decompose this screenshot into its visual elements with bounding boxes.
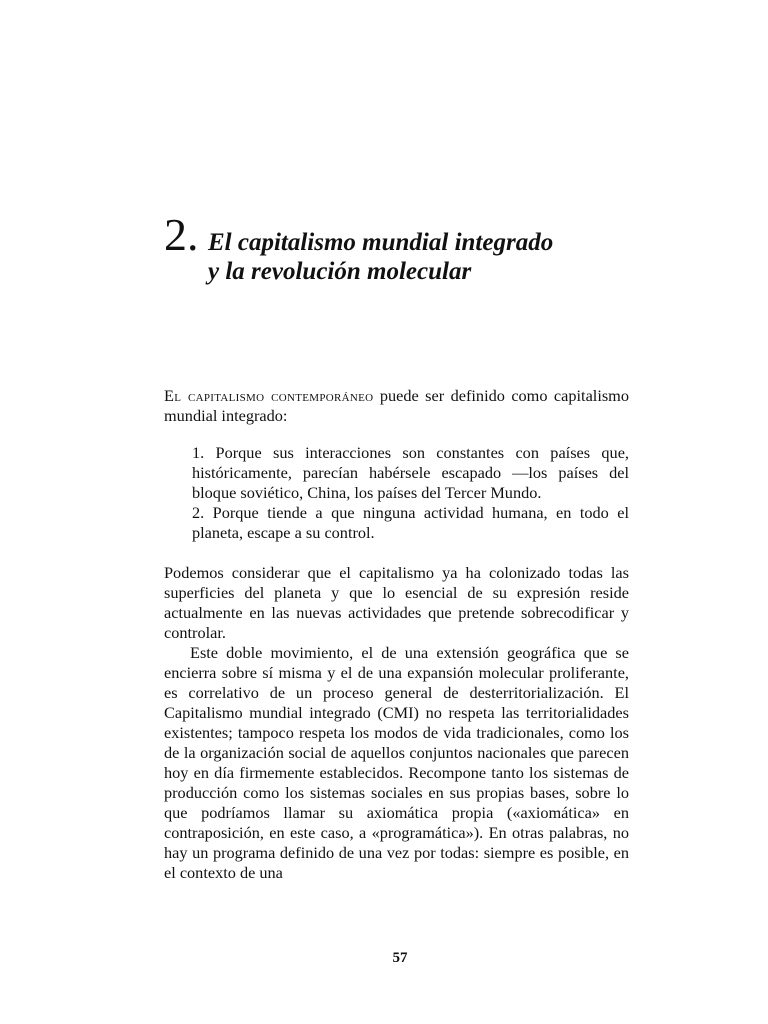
intro-lead: El capitalismo contemporáneo xyxy=(164,386,374,405)
paragraph: Podemos considerar que el capitalismo ya ha colonizado todas las superficies del planeta y que lo esencial de su expresión reside actualmente en las nuevas actividades que pretende sobrecodificar y controlar. xyxy=(164,563,629,642)
page-number: 57 xyxy=(392,950,408,966)
body-text xyxy=(164,386,629,883)
chapter-title-line-2: y la revolución molecular xyxy=(208,258,472,285)
chapter-title-line-1: El capitalismo mundial integrado xyxy=(208,229,554,256)
paragraph: Este doble movimiento, el de una extensión geográfica que se encierra sobre sí misma y el de una expansión molecular proliferante, es correlativo de un proceso general de desterritorialización. El Capitalismo mundial integrado (CMI) no respeta las territorialidades existentes; tampoco respeta los modos de vida tradicionales, como los de la organización social de aquellos conjuntos nacionales que parecen hoy en día firmemente establecidos. Recompone tanto los sistemas de producción como los sistemas sociales en sus propias bases, sobre lo que podríamos llamar su axiomática propia («axiomática» en contraposición, en este caso, a «programática»). En otras palabras, no hay un programa definido de una vez por todas: siempre es posible, en el contexto de una xyxy=(164,643,629,882)
intro-paragraph xyxy=(164,386,629,426)
chapter-title xyxy=(208,228,638,286)
list-item: 2. Porque tiende a que ninguna actividad humana, en todo el planeta, escape a su control. xyxy=(192,503,629,542)
list-item: 1. Porque sus interacciones son constantes con países que, históricamente, parecían habérsele escapado —los países del bloque soviético, China, los países del Tercer Mundo. xyxy=(192,443,629,502)
numbered-list xyxy=(192,443,629,543)
chapter-number: 2. xyxy=(164,209,199,260)
intro-rest: puede ser definido como capitalismo mundial integrado: xyxy=(164,386,629,425)
